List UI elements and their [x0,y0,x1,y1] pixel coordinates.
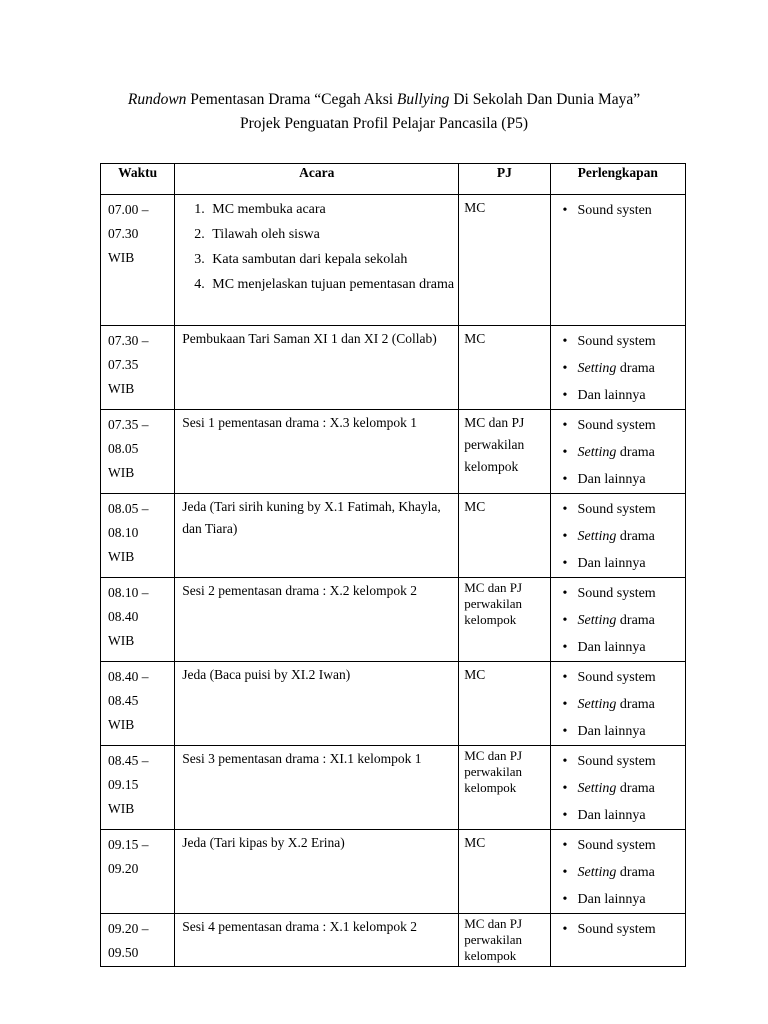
waktu-line: 07.30 – [108,333,149,348]
pj-cell: MC dan PJ perwakilan kelompok [459,914,550,967]
title-italic-rundown: Rundown [127,91,187,108]
waktu-line: 09.15 – [108,837,149,852]
perlengkapan-item: • Sound system [578,664,685,691]
table-row [101,410,686,494]
waktu-line: 08.05 [108,441,139,456]
waktu-line: 07.30 [108,226,139,241]
perlengkapan-cell [550,326,685,410]
perlengkapan-cell [550,578,685,662]
waktu-cell [101,662,175,746]
waktu-line: 08.10 – [108,585,149,600]
perlengkapan-item: • Setting drama [578,355,685,382]
acara-list-item: 4. MC menjelaskan tujuan pementasan drama [208,272,458,297]
perlengkapan-item: • Setting drama [578,523,685,550]
acara-cell: Sesi 1 pementasan drama : X.3 kelompok 1 [175,410,459,494]
waktu-cell [101,326,175,410]
perlengkapan-list [563,328,685,409]
perlengkapan-cell [550,914,685,967]
waktu-line: WIB [108,717,135,732]
perlengkapan-cell [550,662,685,746]
waktu-line: 08.10 [108,525,139,540]
perlengkapan-item: • Sound system [578,916,685,943]
perlengkapan-item: • Dan lainnya [578,718,685,745]
waktu-cell [101,578,175,662]
header-perlengkapan: Perlengkapan [550,164,685,195]
pj-cell: MC dan PJ perwakilan kelompok [459,578,550,662]
perlengkapan-item: • Setting drama [578,691,685,718]
perlengkapan-list [563,580,685,661]
perlengkapan-item: • Sound system [578,748,685,775]
title-mid: Pementasan Drama “Cegah Aksi [186,91,397,108]
waktu-line: 07.35 [108,357,139,372]
acara-cell: Jeda (Tari kipas by X.2 Erina) [175,830,459,914]
acara-cell: Sesi 2 pementasan drama : X.2 kelompok 2 [175,578,459,662]
perlengkapan-cell [550,494,685,578]
waktu-line: 09.20 [108,861,139,876]
acara-cell: Pembukaan Tari Saman XI 1 dan XI 2 (Collab) [175,326,459,410]
table-row [101,830,686,914]
acara-list [188,197,458,297]
perlengkapan-item: • Setting drama [578,439,685,466]
perlengkapan-item: • Sound system [578,496,685,523]
acara-list-item: 1. MC membuka acara [208,197,458,222]
perlengkapan-list [563,832,685,913]
waktu-cell [101,195,175,326]
perlengkapan-list [563,916,685,943]
perlengkapan-list [563,748,685,829]
waktu-line: 08.40 [108,609,139,624]
perlengkapan-item: • Dan lainnya [578,634,685,661]
waktu-line: WIB [108,633,135,648]
perlengkapan-item: • Setting drama [578,607,685,634]
perlengkapan-italic: Setting [577,529,617,544]
perlengkapan-item: • Setting drama [578,859,685,886]
pj-cell: MC [459,830,550,914]
waktu-cell [101,746,175,830]
perlengkapan-italic: Setting [577,613,617,628]
perlengkapan-item: • Sound system [578,328,685,355]
perlengkapan-italic: Setting [577,865,617,880]
header-acara: Acara [175,164,459,195]
acara-cell: Sesi 3 pementasan drama : XI.1 kelompok 1 [175,746,459,830]
table-header-row [101,164,686,195]
table-row [101,326,686,410]
table-row [101,494,686,578]
waktu-cell [101,410,175,494]
perlengkapan-item: • Sound system [578,832,685,859]
perlengkapan-item: • Setting drama [578,775,685,802]
table-row [101,195,686,326]
perlengkapan-italic: Setting [577,781,617,796]
perlengkapan-cell [550,410,685,494]
perlengkapan-item: • Dan lainnya [578,382,685,409]
waktu-line: 08.40 – [108,669,149,684]
waktu-line: WIB [108,801,135,816]
perlengkapan-item: • Sound systen [578,197,685,224]
perlengkapan-list [563,496,685,577]
perlengkapan-item: • Dan lainnya [578,466,685,493]
pj-cell: MC dan PJ perwakilan kelompok [459,410,550,494]
acara-list-item: 3. Kata sambutan dari kepala sekolah [208,247,458,272]
pj-cell: MC [459,494,550,578]
table-row [101,662,686,746]
acara-cell: Jeda (Baca puisi by XI.2 Iwan) [175,662,459,746]
acara-cell: Sesi 4 pementasan drama : X.1 kelompok 2 [175,914,459,967]
waktu-line: WIB [108,250,135,265]
pj-cell: MC dan PJ perwakilan kelompok [459,746,550,830]
waktu-line: 08.05 – [108,501,149,516]
perlengkapan-cell [550,746,685,830]
acara-cell [175,195,459,326]
table-row [101,914,686,967]
table-row [101,746,686,830]
title-line-2: Projek Penguatan Profil Pelajar Pancasila (P5) [240,115,528,132]
waktu-line: 08.45 – [108,753,149,768]
waktu-cell [101,830,175,914]
perlengkapan-item: • Dan lainnya [578,802,685,829]
title-italic-bullying: Bullying [396,91,450,108]
waktu-line: 09.20 – [108,921,149,936]
waktu-line: 09.50 [108,945,139,960]
waktu-line: WIB [108,465,135,480]
waktu-line: 09.15 [108,777,139,792]
perlengkapan-item: • Sound system [578,412,685,439]
pj-cell: MC [459,326,550,410]
document-title [0,88,768,136]
header-waktu: Waktu [101,164,175,195]
waktu-line: WIB [108,381,135,396]
waktu-line: WIB [108,549,135,564]
title-end: Di Sekolah Dan Dunia Maya” [449,91,641,108]
perlengkapan-list [563,412,685,493]
perlengkapan-cell [550,830,685,914]
header-pj: PJ [459,164,550,195]
waktu-line: 08.45 [108,693,139,708]
perlengkapan-cell [550,195,685,326]
pj-cell: MC [459,195,550,326]
perlengkapan-italic: Setting [577,445,617,460]
rundown-table [100,163,686,967]
acara-cell: Jeda (Tari sirih kuning by X.1 Fatimah, Khayla, dan Tiara) [175,494,459,578]
perlengkapan-item: • Sound system [578,580,685,607]
waktu-line: 07.00 – [108,202,149,217]
perlengkapan-list [563,197,685,224]
pj-cell: MC [459,662,550,746]
table-row [101,578,686,662]
waktu-cell [101,494,175,578]
perlengkapan-item: • Dan lainnya [578,886,685,913]
acara-list-item: 2. Tilawah oleh siswa [208,222,458,247]
perlengkapan-item: • Dan lainnya [578,550,685,577]
perlengkapan-italic: Setting [577,697,617,712]
perlengkapan-italic: Setting [577,361,617,376]
perlengkapan-list [563,664,685,745]
waktu-cell [101,914,175,967]
title-line-1 [0,88,768,112]
waktu-line: 07.35 – [108,417,149,432]
